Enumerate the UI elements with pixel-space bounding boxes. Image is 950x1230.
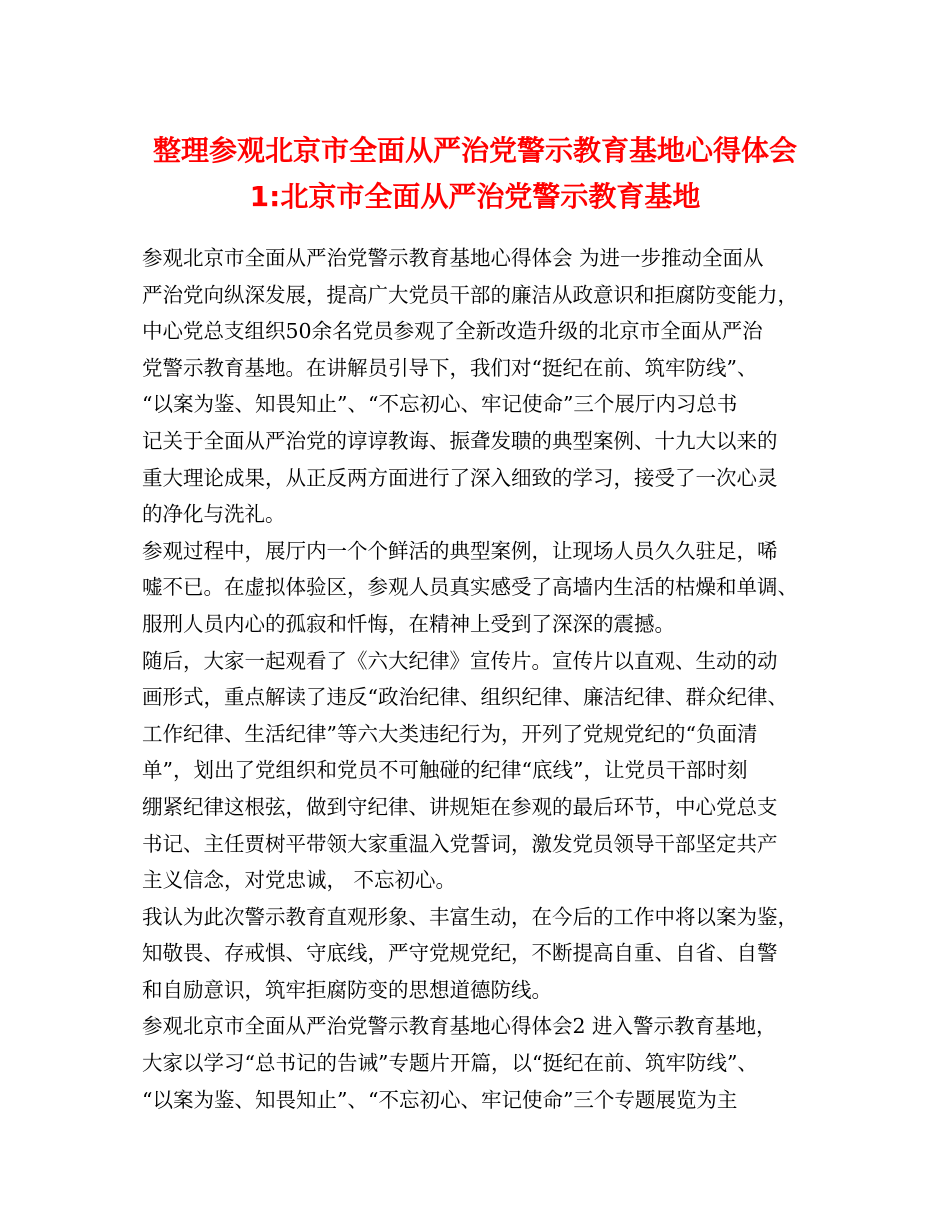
- body-line: 随后，大家一起观看了《六大纪律》宣传片。宣传片以直观、生动的动: [142, 648, 778, 673]
- body-line: 记关于全面从严治党的谆谆教诲、振聋发聩的典型案例、十九大以来的: [142, 428, 778, 453]
- body-line: 绷紧纪律这根弦，做到守纪律、讲规矩在参观的最后环节，中心党总支: [142, 794, 778, 819]
- body-line: “以案为鉴、知畏知止”、“不忘初心、牢记使命”三个展厅内习总书: [142, 392, 738, 417]
- body-line: 中心党总支组织50余名党员参观了全新改造升级的北京市全面从严治: [142, 319, 763, 344]
- body-line: 和自励意识，筑牢拒腐防变的思想道德防线。: [142, 977, 552, 1002]
- document-title: [0, 128, 950, 220]
- body-line: “以案为鉴、知畏知止”、“不忘初心、牢记使命”三个专题展览为主: [142, 1087, 738, 1112]
- body-line: 嘘不已。在虚拟体验区，参观人员真实感受了高墙内生活的枯燥和单调、: [142, 575, 798, 600]
- body-line: 工作纪律、生活纪律”等六大类违纪行为，开列了党规党纪的“负面清: [142, 721, 758, 746]
- title-line-1: 整理参观北京市全面从严治党警示教育基地心得体会: [152, 134, 797, 167]
- body-line: 知敬畏、存戒惧、守底线，严守党规党纪，不断提高自重、自省、自警: [142, 941, 778, 966]
- body-line: 画形式，重点解读了违反“政治纪律、组织纪律、廉洁纪律、群众纪律、: [142, 685, 788, 710]
- body-line: 的净化与洗礼。: [142, 502, 286, 527]
- body-line: 严治党向纵深发展，提高广大党员干部的廉洁从政意识和拒腐防变能力，: [142, 282, 798, 307]
- title-line-2: 1:北京市全面从严治党警示教育基地: [249, 180, 701, 213]
- body-line: 参观过程中，展厅内一个个鲜活的典型案例，让现场人员久久驻足，唏: [142, 538, 778, 563]
- document-body: [142, 240, 832, 1118]
- body-line: 主义信念，对党忠诚， 不忘初心。: [142, 868, 457, 893]
- body-line: 大家以学习“总书记的告诫”专题片开篇，以“挺纪在前、筑牢防线”、: [142, 1051, 758, 1076]
- body-line: 参观北京市全面从严治党警示教育基地心得体会2 进入警示教育基地，: [142, 1014, 777, 1039]
- body-line: 参观北京市全面从严治党警示教育基地心得体会 为进一步推动全面从: [142, 246, 764, 270]
- body-line: 党警示教育基地。在讲解员引导下，我们对“挺纪在前、筑牢防线”、: [142, 355, 758, 380]
- body-line: 服刑人员内心的孤寂和忏悔，在精神上受到了深深的震撼。: [142, 611, 675, 636]
- body-line: 重大理论成果，从正反两方面进行了深入细致的学习，接受了一次心灵: [142, 465, 778, 490]
- body-line: 单”，划出了党组织和党员不可触碰的纪律“底线”，让党员干部时刻: [142, 758, 748, 783]
- body-line: 书记、主任贾树平带领大家重温入党誓词，激发党员领导干部坚定共产: [142, 831, 778, 856]
- body-line: 我认为此次警示教育直观形象、丰富生动，在今后的工作中将以案为鉴，: [142, 904, 798, 929]
